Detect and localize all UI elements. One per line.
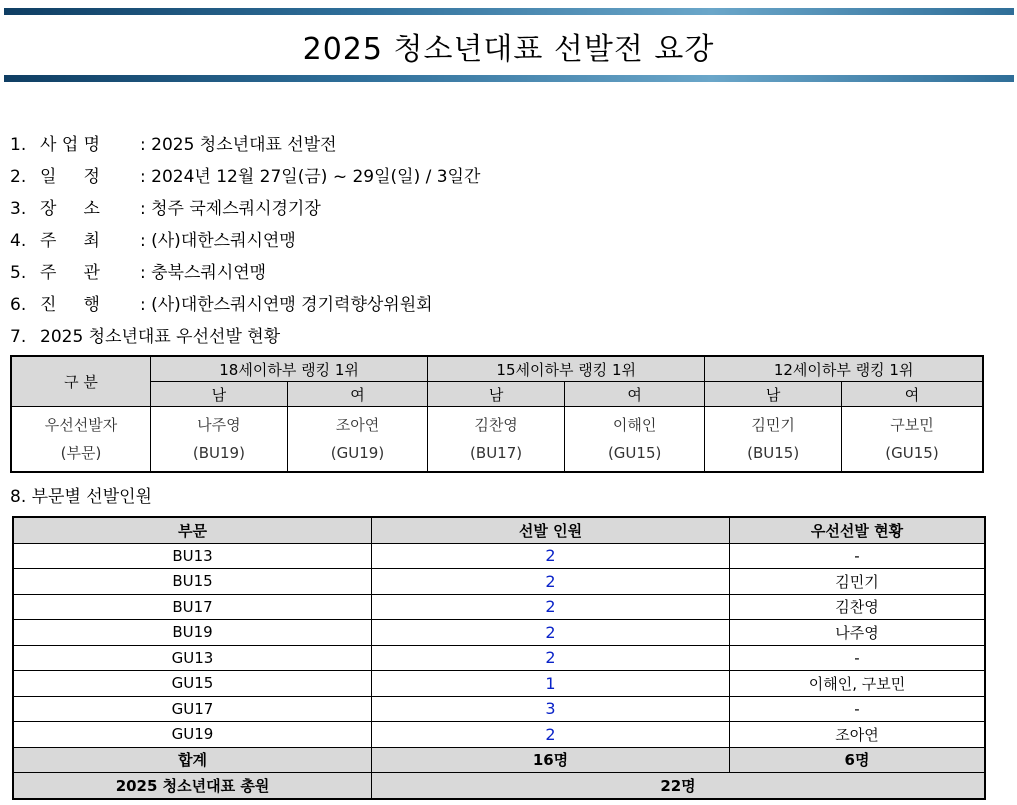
player-cell [842,407,984,473]
section-heading: 8. 부문별 선발인원 [10,487,152,507]
division-cell: GU17 [13,696,372,722]
priority-cell: 이해인, 구보민 [730,671,986,697]
list-item [10,260,480,292]
player-name: 조아연 [335,416,380,434]
player-name: 구보민 [890,416,934,434]
table-row [13,696,985,722]
player-name: 김찬영 [474,416,518,434]
item-label: 진 행 [40,295,100,315]
player-division: (GU15) [607,444,662,462]
priority-cell: - [730,645,986,671]
count-cell: 2 [372,722,730,748]
list-item [10,196,480,228]
selection-count-table [12,516,986,800]
group-header: 18세이하부 랭킹 1위 [151,356,428,382]
table-row [13,594,985,620]
priority-cell: 김찬영 [730,594,986,620]
column-header: 우선선발 현황 [730,517,986,543]
table-row [13,645,985,671]
player-division: (GU15) [885,444,939,462]
item-label: 사 업 명 [40,135,101,155]
item-number: 4. [10,231,27,251]
top-accent-bar [4,8,1014,15]
item-label: 주 최 [40,231,100,251]
priority-cell: - [730,543,986,569]
player-name: 김민기 [751,416,795,434]
gender-header: 남 [428,382,565,407]
count-cell: 2 [372,543,730,569]
column-header: 부문 [13,517,372,543]
item-label: 일 정 [40,167,100,187]
division-cell: BU15 [13,569,372,595]
division-cell: BU19 [13,620,372,646]
player-division: (GU19) [330,444,385,462]
player-name: 나주영 [197,416,241,434]
count-cell: 1 [372,671,730,697]
gender-header: 여 [287,382,427,407]
priority-selection-table [10,355,984,473]
player-cell [151,407,288,473]
bottom-accent-bar [4,75,1014,82]
player-cell [565,407,705,473]
division-cell: BU17 [13,594,372,620]
item-number: 3. [10,199,27,219]
table-row [13,722,985,748]
item-value: : 2024년 12월 27일(금) ~ 29일(일) / 3일간 [140,167,481,187]
gender-header: 남 [705,382,842,407]
item-value: : 청주 국제스쿼시경기장 [140,199,321,219]
list-item [10,228,480,260]
list-item [10,324,480,356]
division-cell: GU15 [13,671,372,697]
player-division: (BU17) [470,444,523,462]
item-value: : 충북스쿼시연맹 [140,263,267,283]
column-header: 선발 인원 [372,517,730,543]
table-corner-header: 구 분 [11,356,151,407]
row-label [11,407,151,473]
count-cell: 3 [372,696,730,722]
row-label-line: 우선선발자 [44,416,118,434]
item-number: 7. [10,327,27,347]
item-label: 장 소 [40,199,100,219]
player-division: (BU19) [192,444,245,462]
gender-header: 남 [151,382,288,407]
item-number: 6. [10,295,27,315]
item-number: 2. [10,167,27,187]
table-row [13,620,985,646]
item-value: : (사)대한스쿼시연맹 [140,231,296,251]
priority-cell: 김민기 [730,569,986,595]
list-item [10,132,480,164]
gender-header: 여 [565,382,705,407]
sum-label: 합계 [13,747,372,773]
overview-list [10,132,480,356]
total-row [13,773,985,799]
division-cell: GU19 [13,722,372,748]
sum-priority: 6명 [730,747,986,773]
row-label-line: (부문) [60,444,102,462]
gender-header: 여 [842,382,984,407]
count-cell: 2 [372,594,730,620]
item-number: 5. [10,263,27,283]
total-label: 2025 청소년대표 총원 [13,773,372,799]
priority-cell: - [730,696,986,722]
sum-row [13,747,985,773]
table-row [13,671,985,697]
total-value: 22명 [372,773,986,799]
sum-count: 16명 [372,747,730,773]
page-title: 2025 청소년대표 선발전 요강 [302,32,715,67]
priority-cell: 나주영 [730,620,986,646]
count-cell: 2 [372,620,730,646]
player-cell [428,407,565,473]
count-cell: 2 [372,645,730,671]
count-cell: 2 [372,569,730,595]
list-item [10,164,480,196]
item-number: 1. [10,135,27,155]
list-item [10,292,480,324]
group-header: 12세이하부 랭킹 1위 [705,356,983,382]
division-cell: GU13 [13,645,372,671]
table-row [13,543,985,569]
item-value: : (사)대한스쿼시연맹 경기력향상위원회 [140,295,433,315]
player-name: 이해인 [612,416,657,434]
player-cell [705,407,842,473]
item-value: 2025 청소년대표 우선선발 현황 [40,327,281,347]
item-value: : 2025 청소년대표 선발전 [140,135,337,155]
priority-cell: 조아연 [730,722,986,748]
table-row [13,569,985,595]
player-division: (BU15) [747,444,800,462]
player-cell [287,407,427,473]
group-header: 15세이하부 랭킹 1위 [428,356,705,382]
item-label: 주 관 [40,263,100,283]
division-cell: BU13 [13,543,372,569]
